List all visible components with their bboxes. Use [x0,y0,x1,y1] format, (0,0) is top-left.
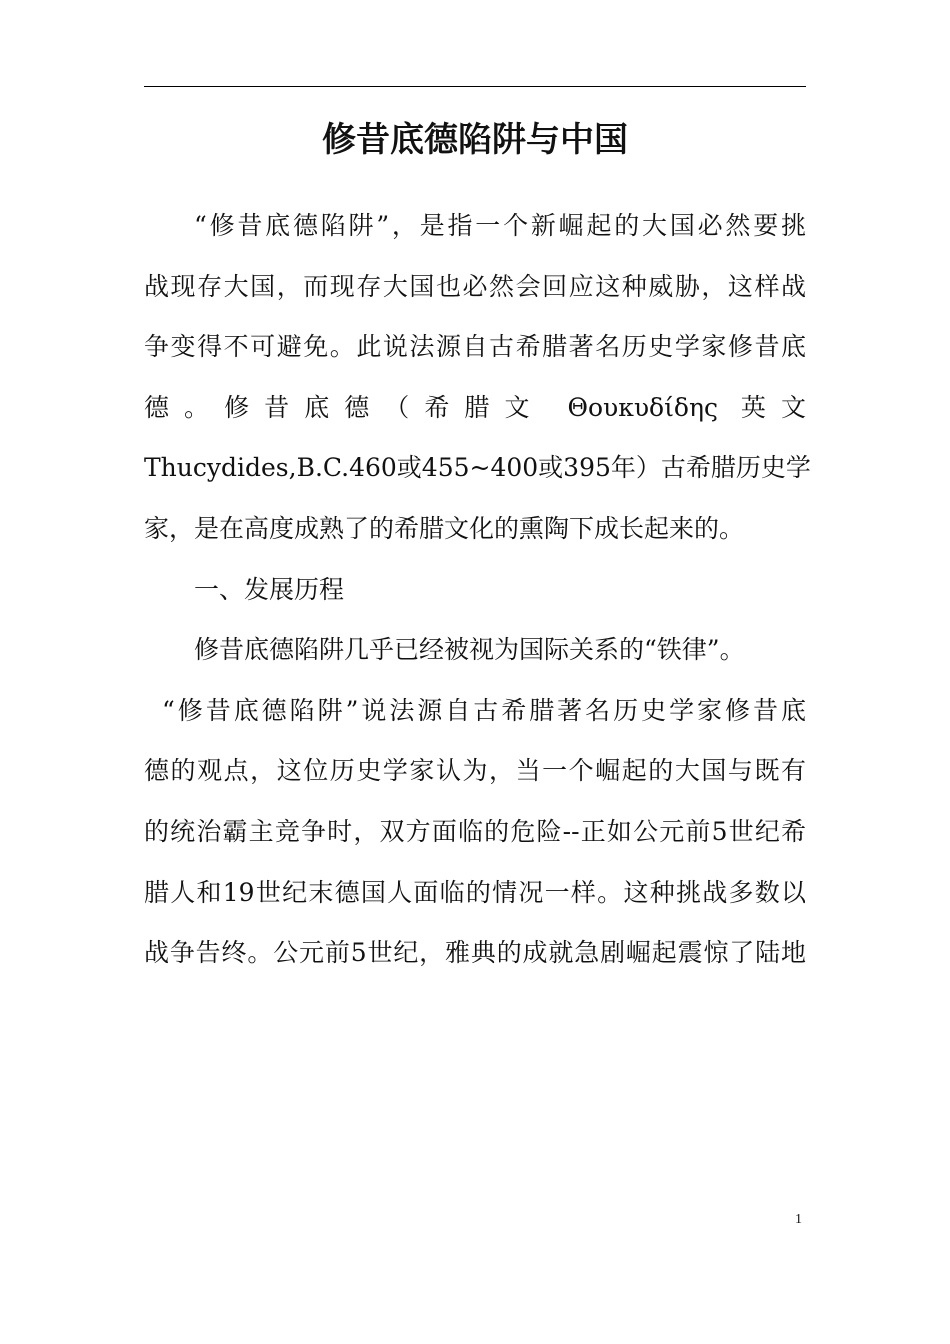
paragraph-line: 德的观点，这位历史学家认为，当一个崛起的大国与既有 [144,756,806,786]
paragraph-line: “修昔底德陷阱”说法源自古希腊著名历史学家修昔底 [162,695,806,725]
paragraph-line: 家，是在高度成熟了的希腊文化的熏陶下成长起来的。 [144,513,745,543]
section-heading: 一、发展历程 [194,574,345,604]
page-number: 1 [795,1212,802,1227]
paragraph-line: 腊人和19世纪末德国人面临的情况一样。这种挑战多数以 [144,877,806,907]
document-title: 修昔底德陷阱与中国 [322,120,628,160]
paragraph-line: 德。修昔底德（希腊文 Θουκυδίδης 英文 [144,392,806,422]
paragraph-line: Thucydides,B.C.460或455~400或395年）古希腊历史学 [144,453,811,483]
header-rule [144,86,806,87]
document-body [144,196,811,984]
paragraph-line: 战争告终。公元前5世纪，雅典的成就急剧崛起震惊了陆地 [144,938,806,968]
paragraph-line: 战现存大国，而现存大国也必然会回应这种威胁，这样战 [144,271,806,301]
paragraph-line: “修昔底德陷阱”，是指一个新崛起的大国必然要挑 [194,211,806,240]
paragraph-line: 的统治霸主竞争时，双方面临的危险--正如公元前5世纪希 [144,816,806,846]
paragraph-line: 争变得不可避免。此说法源自古希腊著名历史学家修昔底 [144,332,806,362]
paragraph-line: 修昔底德陷阱几乎已经被视为国际关系的“铁律”。 [194,635,745,665]
